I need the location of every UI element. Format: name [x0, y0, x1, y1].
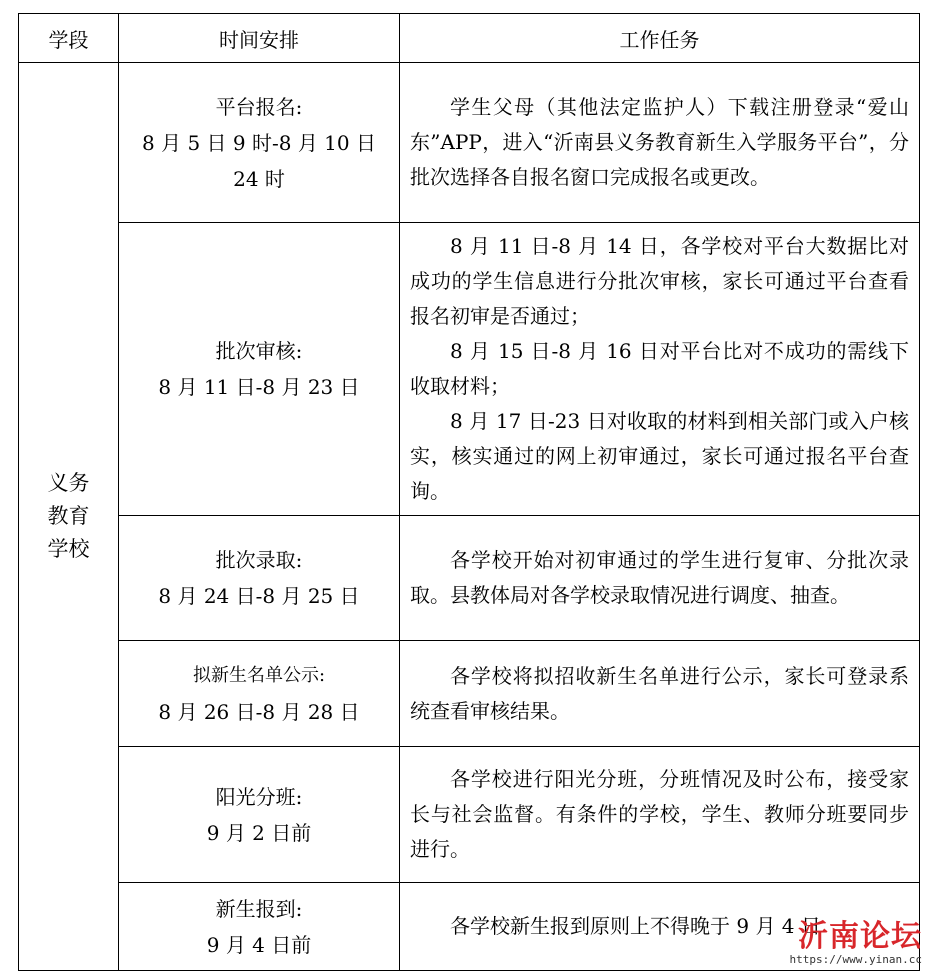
header-stage: 学段 — [19, 14, 119, 63]
task-text: 各学校开始对初审通过的学生进行复审、分批次录取。县教体局对各学校录取情况进行调度、抽查。 — [410, 548, 909, 607]
stage-line: 义务 — [47, 471, 90, 495]
task-text: 8 月 17 日-23 日对收取的材料到相关部门或入户核实，核实通过的网上初审通过，家长可通过报名平台查询。 — [410, 409, 909, 503]
table-row — [19, 63, 920, 223]
phase-name: 批次审核: — [215, 339, 303, 363]
time-cell — [119, 223, 400, 516]
time-cell — [119, 516, 400, 641]
phase-date: 9 月 2 日前 — [206, 820, 312, 845]
task-cell — [400, 747, 920, 883]
phase-name: 阳光分班: — [215, 784, 303, 809]
watermark-logo: 沂南论坛 — [798, 919, 922, 954]
watermark — [790, 920, 922, 966]
time-cell — [119, 747, 400, 883]
stage-cell — [19, 63, 119, 971]
phase-name: 平台报名: — [215, 94, 303, 119]
table-row — [19, 883, 920, 971]
phase-name: 新生报到: — [215, 896, 303, 921]
phase-date: 9 月 4 日前 — [206, 932, 312, 957]
phase-date: 8 月 5 日 9 时-8 月 10 日 — [142, 130, 376, 155]
phase-name: 批次录取: — [215, 548, 303, 572]
task-text: 各学校进行阳光分班，分班情况及时公布，接受家长与社会监督。有条件的学校，学生、教师分班要同步进行。 — [410, 767, 909, 861]
table-row — [19, 223, 920, 516]
header-row — [19, 14, 920, 63]
table-row — [19, 641, 920, 747]
watermark-url: https://www.yinan.cc — [789, 953, 922, 966]
task-cell — [400, 223, 920, 516]
phase-date: 8 月 26 日-8 月 28 日 — [158, 699, 360, 724]
stage-line: 学校 — [47, 537, 90, 561]
table-row — [19, 516, 920, 641]
phase-date: 8 月 11 日-8 月 23 日 — [158, 375, 360, 399]
task-text: 学生父母（其他法定监护人）下载注册登录“爱山东”APP，进入“沂南县义务教育新生入学服务平台”，分批次选择各自报名窗口完成报名或更改。 — [410, 95, 909, 189]
header-time: 时间安排 — [119, 14, 400, 63]
task-cell — [400, 63, 920, 223]
time-cell — [119, 883, 400, 971]
stage-line: 教育 — [47, 504, 90, 528]
phase-date: 24 时 — [233, 166, 285, 191]
task-text: 8 月 15 日-8 月 16 日对平台比对不成功的需线下收取材料； — [410, 339, 909, 398]
task-text: 各学校将拟招收新生名单进行公示，家长可登录系统查看审核结果。 — [410, 663, 909, 723]
task-text: 8 月 11 日-8 月 14 日，各学校对平台大数据比对成功的学生信息进行分批次审核，家长可通过平台查看报名初审是否通过； — [410, 234, 909, 328]
phase-date: 8 月 24 日-8 月 25 日 — [158, 584, 360, 608]
time-cell — [119, 63, 400, 223]
schedule-table — [18, 13, 920, 971]
time-cell — [119, 641, 400, 747]
task-cell — [400, 641, 920, 747]
header-task: 工作任务 — [400, 14, 920, 63]
task-cell — [400, 516, 920, 641]
table-row — [19, 747, 920, 883]
phase-name: 拟新生名单公示: — [192, 664, 326, 686]
task-text: 各学校新生报到原则上不得晚于 9 月 4 日 — [450, 914, 821, 938]
